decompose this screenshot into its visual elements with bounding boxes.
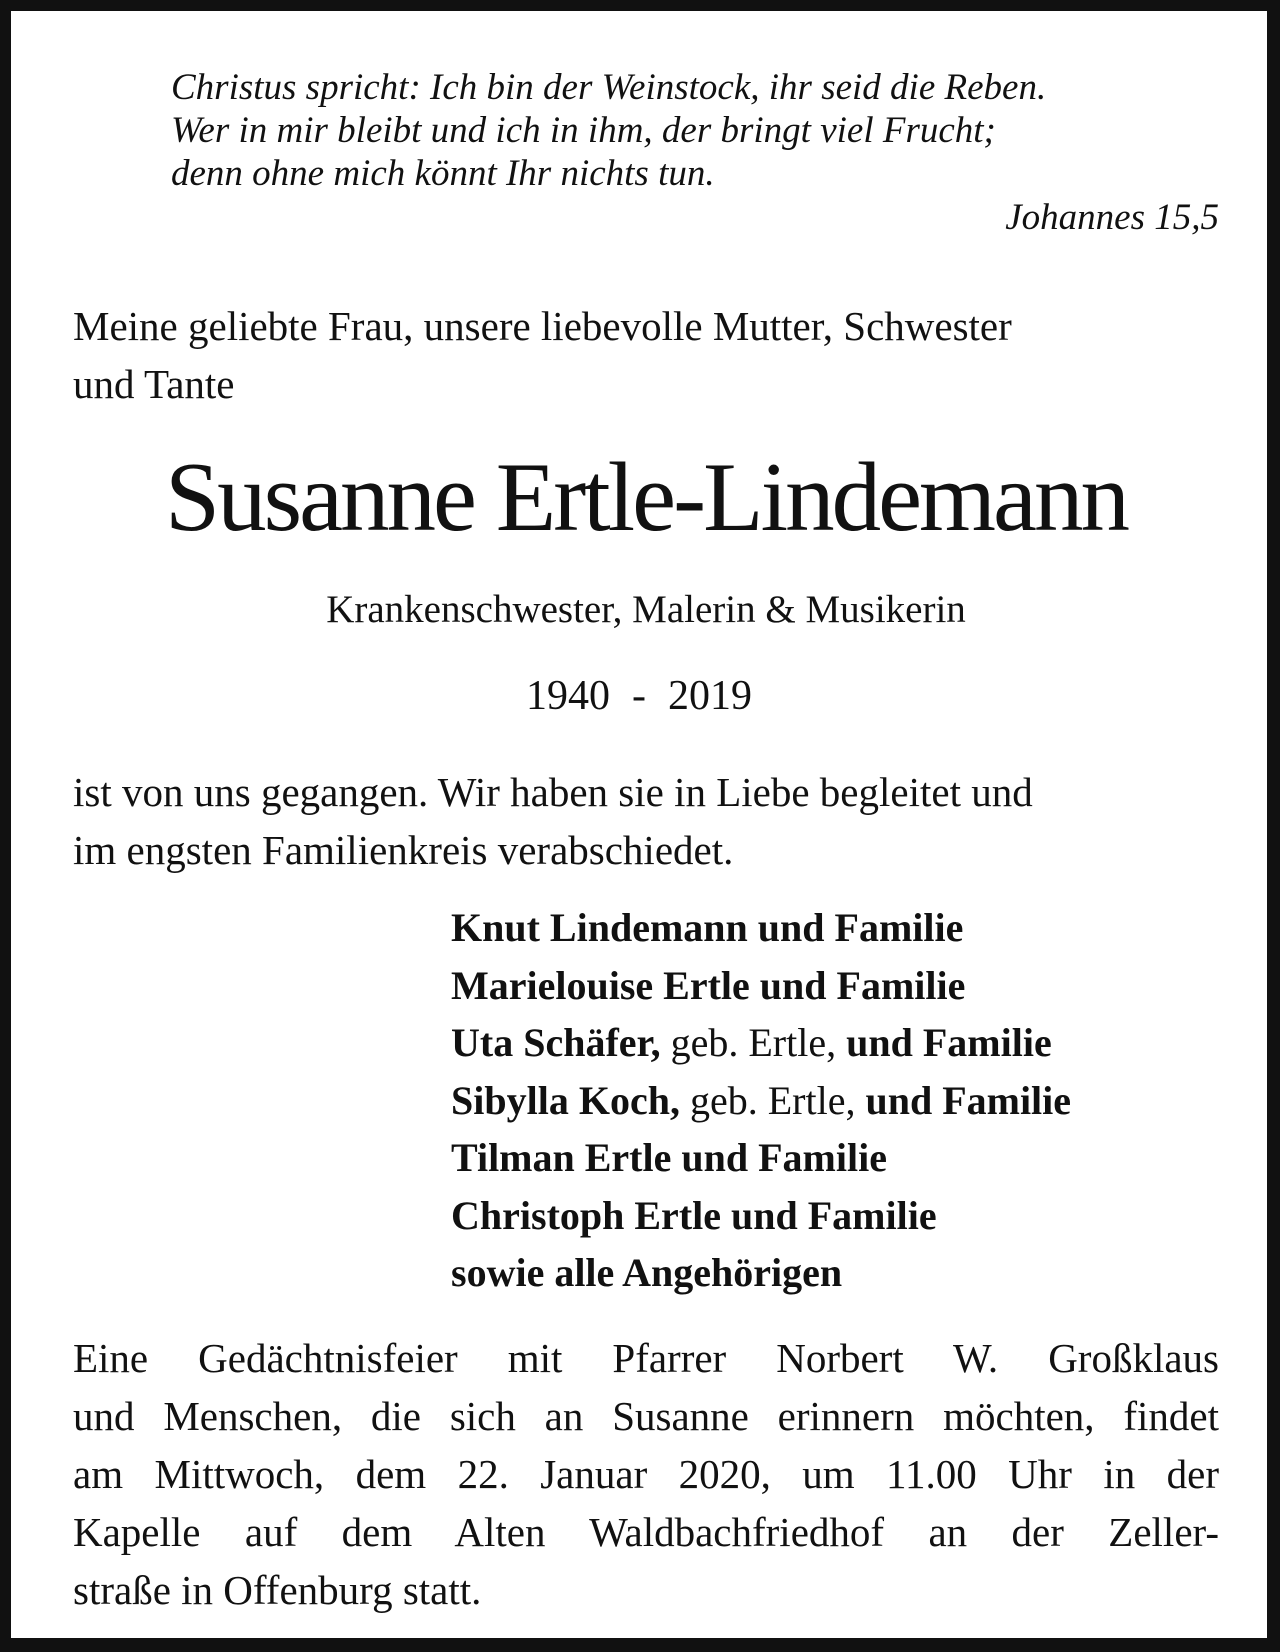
memorial-line: Eine Gedächtnisfeier mit Pfarrer Norbert W. Großklaus <box>73 1335 1219 1381</box>
death-year: 2019 <box>668 673 752 719</box>
scripture-reference: Johannes 15,5 <box>1005 197 1219 238</box>
mourner-name: Christoph Ertle und Familie <box>451 1192 937 1238</box>
mourner-name: Sibylla Koch, <box>451 1077 680 1123</box>
intro-line: und Tante <box>73 361 235 407</box>
mourner-row <box>451 1244 1211 1302</box>
scripture-quote <box>171 66 1219 239</box>
memorial-line: Kapelle auf dem Alten Waldbachfriedhof an der Zeller- <box>73 1509 1219 1555</box>
mourner-row <box>451 1014 1211 1072</box>
deceased-name: Susanne Ertle-Lindemann <box>165 443 1127 552</box>
mourner-name: Marielouise Ertle und Familie <box>451 962 966 1008</box>
scripture-line: Wer in mir bleibt und ich in ihm, der bringt viel Frucht; <box>171 110 996 151</box>
mourner-name: Tilman Ertle und Familie <box>451 1135 887 1180</box>
mourner-row <box>451 899 1211 957</box>
years-separator: - <box>632 673 646 719</box>
deceased-profession: Krankenschwester, Malerin & Musikerin <box>326 588 966 631</box>
maiden-name-note: geb. Ertle, <box>660 1020 837 1065</box>
scripture-line: Christus spricht: Ich bin der Weinstock, ihr seid die Reben. <box>171 67 1047 108</box>
mourner-suffix: und Familie <box>855 1077 1072 1123</box>
intro-text <box>73 297 1219 413</box>
memorial-line: und Menschen, die sich an Susanne erinnern möchten, findet <box>73 1393 1219 1439</box>
memorial-line: am Mittwoch, dem 22. Januar 2020, um 11.00 Uhr in der <box>73 1451 1219 1497</box>
mourner-name: Uta Schäfer, <box>451 1020 661 1065</box>
life-years <box>11 671 1267 721</box>
passing-line: ist von uns gegangen. Wir haben sie in Liebe begleitet und <box>73 769 1033 815</box>
birth-year: 1940 <box>526 673 610 719</box>
intro-line: Meine geliebte Frau, unsere liebevolle Mutter, Schwester <box>73 303 1012 349</box>
memorial-service-text <box>73 1329 1219 1619</box>
maiden-name-note: geb. Ertle, <box>679 1077 856 1123</box>
mourner-row <box>451 1129 1211 1187</box>
memorial-line: straße in Offenburg statt. <box>73 1567 482 1613</box>
passing-text <box>73 763 1219 879</box>
passing-line: im engsten Familienkreis verabschiedet. <box>73 827 734 873</box>
mourner-name: sowie alle Angehörigen <box>451 1250 843 1295</box>
mourners-list <box>451 899 1211 1302</box>
mourner-row <box>451 957 1211 1015</box>
mourner-row <box>451 1072 1211 1130</box>
scripture-line: denn ohne mich könnt Ihr nichts tun. <box>171 153 715 194</box>
mourner-row <box>451 1187 1211 1245</box>
mourner-name: Knut Lindemann und Familie <box>451 905 964 950</box>
mourner-suffix: und Familie <box>836 1020 1052 1065</box>
